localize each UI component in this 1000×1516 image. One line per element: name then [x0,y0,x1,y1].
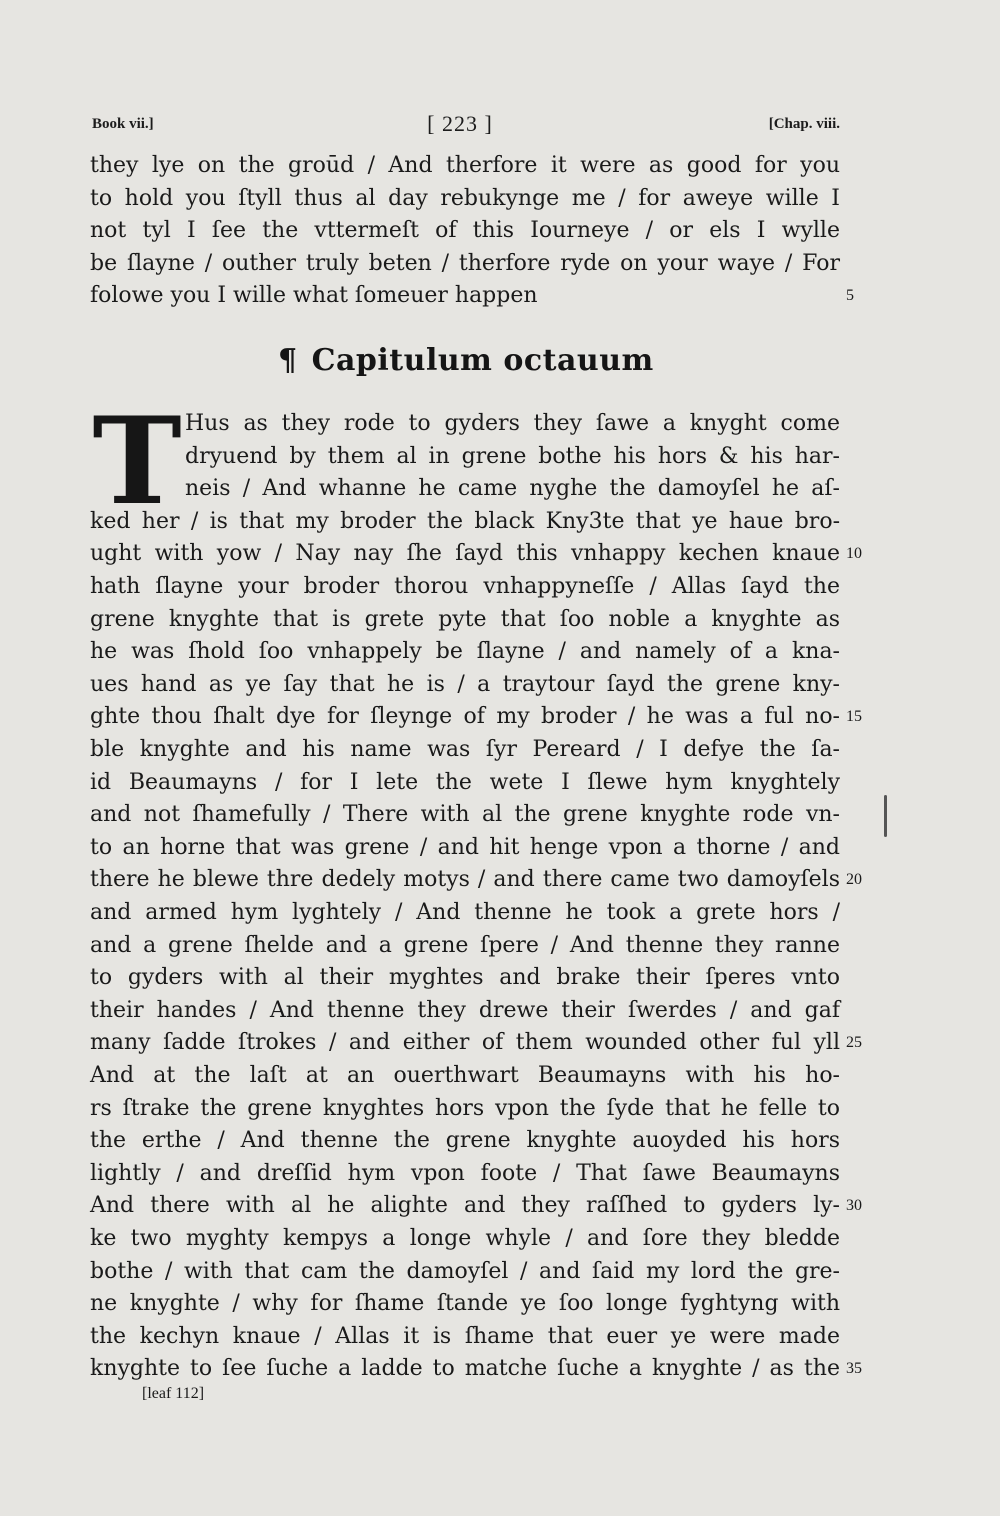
line-number: 20 [846,871,862,889]
line-number: 15 [846,708,862,726]
text-line: rs ſtrake the grene knyghtes hors vpon the ſyde that he felle to [90,1095,840,1121]
text-line: many ſadde ſtrokes / and either of them wounded other ful yll [90,1030,840,1056]
text-line: knyghte to ſee ſuche a ladde to matche ſuche a knyghte / as the [90,1356,840,1382]
text-line: and a grene ſhelde and a grene ſpere / And thenne they ranne [90,932,840,958]
text-line: there he blewe thre dedely motys / and there came two damoyſels [90,867,840,893]
text-line: the erthe / And thenne the grene knyghte auoyded his hors [90,1128,840,1154]
running-head-chapter: [Chap. viii. [768,116,840,132]
text-line: And there with al he alighte and they raſſhed to gyders ly- [90,1193,840,1219]
text-line: ke two myghty kempys a longe whyle / and ſore they bledde [90,1226,840,1251]
text-line: folowe you I wille what ſomeuer happen [90,283,538,309]
text-line: he was ſhold ſoo vnhappely be ſlayne / and namely of a kna- [90,639,840,665]
line-number: 25 [846,1034,862,1052]
text-line: lightly / and dreſſid hym vpon foote / That ſawe Beaumayns [90,1160,840,1186]
drop-cap: T [92,391,182,532]
page-number: [ 223 ] [427,111,493,136]
text-line: their handes / And thenne they drewe their ſwerdes / and gaf [90,997,840,1023]
text-line: and not ſhamefully / There with al the grene knyghte rode vn- [90,802,840,828]
text-line: ked her / is that my broder the black Kny3te that ye haue bro- [90,508,840,534]
text-line: the kechyn knaue / Allas it is ſhame that euer ye were made [90,1323,840,1349]
pilcrow-icon: ¶ [278,343,298,378]
text-line: they lye on the groūd / And therfore it were as good for you [90,153,840,178]
line-number: 30 [846,1197,862,1215]
text-line: And at the laſt at an ouerthwart Beaumayns with his ho- [90,1063,840,1088]
text-line: ne knyghte / why for ſhame ſtande ye ſoo longe fyghtyng with [90,1291,840,1317]
chapter-heading [278,336,654,386]
line-number: 5 [846,287,854,305]
text-line: id Beaumayns / for I lete the wete I ſlewe hym knyghtely [90,769,840,795]
running-head-book: Book vii.] [92,116,154,132]
text-line: not tyl I ſee the vttermeſt of this Iourneye / or els I wylle [90,218,840,244]
text-line: to hold you ſtyll thus al day rebukynge me / for aweye wille I [90,185,840,211]
chapter-title: Capitulum octauum [311,343,654,378]
line-number: 35 [846,1360,862,1378]
text-line: hath ſlayne your broder thorou vnhappyneſſe / Allas ſayd the [90,574,840,599]
text-line: ues hand as ye ſay that he is / a traytour ſayd the grene kny- [90,671,840,697]
margin-mark [884,795,887,837]
leaf-reference: [leaf 112] [142,1385,205,1402]
text-line: and armed hym lyghtely / And thenne he took a grete hors / [90,900,840,925]
text-line: ble knyghte and his name was ſyr Pereard / I defye the ſa- [90,737,840,762]
line-number: 10 [846,545,862,563]
text-line: ught with yow / Nay nay ſhe ſayd this vnhappy kechen knaue [90,541,840,567]
text-line: to an horne that was grene / and hit henge vpon a thorne / and [90,834,840,860]
text-line: neis / And whanne he came nyghe the damoyſel he aſ- [185,476,840,502]
text-line: be ſlayne / outher truly beten / therfore ryde on your waye / For [90,250,840,276]
text-line: ghte thou ſhalt dye for ſleynge of my broder / he was a ful no- [90,704,840,730]
text-line: grene knyghte that is grete pyte that ſoo noble a knyghte as [90,606,840,632]
chapter-body [90,391,840,1388]
text-line: to gyders with al their myghtes and brake their ſperes vnto [90,965,840,991]
text-line: dryuend by them al in grene bothe his hors & his har- [185,443,840,469]
pre-chapter-text [90,150,840,315]
text-line: bothe / with that cam the damoyſel / and ſaid my lord the gre- [90,1258,840,1284]
text-line: Hus as they rode to gyders they ſawe a knyght come [185,411,840,436]
